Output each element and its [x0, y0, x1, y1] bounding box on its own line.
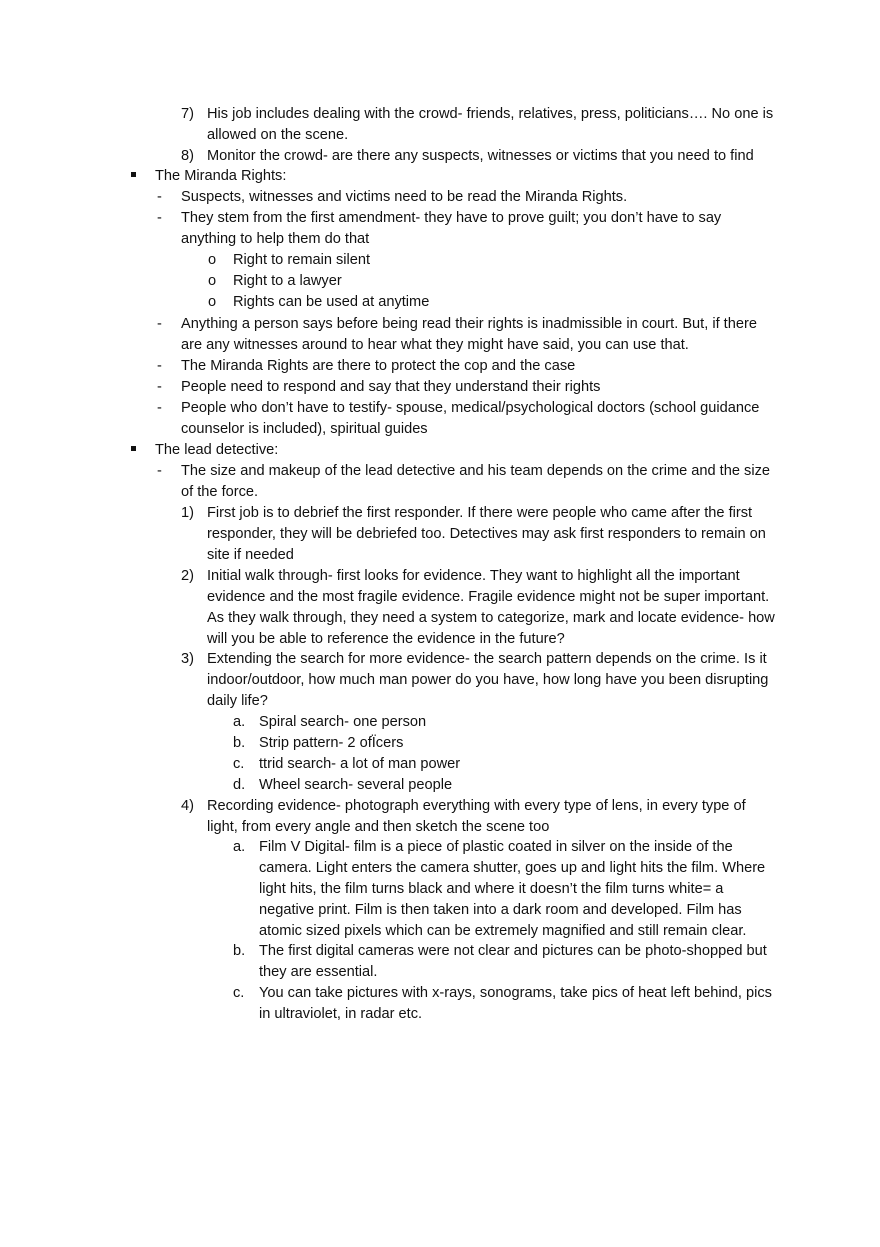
list-item-line: daily life?	[207, 693, 268, 709]
section-heading: The Miranda Rights:	[155, 168, 287, 184]
letter-marker: d.	[233, 777, 246, 793]
dash-marker: -	[157, 379, 162, 395]
list-item-line: First job is to debrief the first responder. If there were people who came after the first	[207, 505, 753, 521]
list-item-line: atomic sized pixels which can be extremely magnified and still remain clear.	[259, 923, 747, 939]
letter-marker: a.	[233, 839, 246, 855]
list-item-line: They stem from the first amendment- they have to prove guilt; you don’t have to say	[181, 210, 722, 226]
list-item-line: Suspects, witnesses and victims need to be read the Miranda Rights.	[181, 189, 628, 205]
dash-marker: -	[157, 400, 162, 416]
letter-marker: b.	[233, 735, 246, 751]
list-item-line: site if needed	[207, 547, 294, 563]
list-item-line: negative print. Film is then taken into a dark room and developed. Film has	[259, 902, 742, 918]
list-item-line: Extending the search for more evidence- the search pattern depends on the crime. Is it	[207, 651, 767, 667]
list-marker: 3)	[181, 651, 194, 667]
dash-marker: -	[157, 210, 162, 226]
list-item-line: light, from every angle and then sketch the scene too	[207, 819, 550, 835]
list-item-line: The size and makeup of the lead detective and his team depends on the crime and the size	[181, 463, 770, 479]
list-marker: 2)	[181, 568, 194, 584]
list-item-line: responder, they will be debriefed too. Detectives may ask first responders to remain on	[207, 526, 766, 542]
list-item-line: light hits, the film turns black and where it doesn’t the film turns white= a	[259, 881, 724, 897]
list-item-line: counselor is included), spiritual guides	[181, 421, 428, 437]
list-item-line: of the force.	[181, 484, 259, 500]
circle-bullet-marker: o	[208, 273, 217, 289]
list-item-line: are any witnesses around to hear what they might have said, you can use that.	[181, 337, 689, 353]
list-item-line: they are essential.	[259, 964, 378, 980]
dash-marker: -	[157, 189, 162, 205]
list-marker: 8)	[181, 148, 194, 164]
list-item-line: in ultraviolet, in radar etc.	[259, 1006, 423, 1022]
list-item-line: The first digital cameras were not clear and pictures can be photo-shopped but	[259, 943, 767, 959]
list-marker: 7)	[181, 106, 194, 122]
sub-list-item: Strip pattern- 2 ofÏcers	[259, 735, 404, 751]
list-item-line: The Miranda Rights are there to protect the cop and the case	[181, 358, 576, 374]
list-item-line: Monitor the crowd- are there any suspects, witnesses or victims that you need to find	[207, 148, 754, 164]
circle-bullet-marker: o	[208, 294, 217, 310]
list-item-line: Anything a person says before being read their rights is inadmissible in court. But, if there	[181, 316, 757, 332]
sub-list-item: Rights can be used at anytime	[233, 294, 430, 310]
dash-marker: -	[157, 316, 162, 332]
list-item-line: His job includes dealing with the crowd- friends, relatives, press, politicians…. No one is	[207, 106, 774, 122]
letter-marker: a.	[233, 714, 246, 730]
list-item-line: People need to respond and say that they understand their rights	[181, 379, 601, 395]
letter-marker: c.	[233, 756, 245, 772]
list-item-line: evidence and the most fragile evidence. Fragile evidence might not be super important.	[207, 589, 770, 605]
list-marker: 1)	[181, 505, 194, 521]
dash-marker: -	[157, 463, 162, 479]
list-item-line: People who don’t have to testify- spouse, medical/psychological doctors (school guidance	[181, 400, 760, 416]
letter-marker: c.	[233, 985, 245, 1001]
circle-bullet-marker: o	[208, 252, 217, 268]
sub-list-item: Spiral search- one person	[259, 714, 427, 730]
list-item-line: anything to help them do that	[181, 231, 370, 247]
list-item-line: will you be able to reference the evidence in the future?	[207, 631, 565, 647]
list-item-line: Recording evidence- photograph everything with every type of lens, in every type of	[207, 798, 746, 814]
list-item-line: You can take pictures with x-rays, sonograms, take pics of heat left behind, pics	[259, 985, 772, 1001]
list-item-line: Film V Digital- film is a piece of plastic coated in silver on the inside of the	[259, 839, 733, 855]
list-item-line: camera. Light enters the camera shutter, goes up and light hits the film. Where	[259, 860, 766, 876]
sub-list-item: Right to remain silent	[233, 252, 371, 268]
sub-list-item: ttrid search- a lot of man power	[259, 756, 461, 772]
square-bullet-icon	[131, 172, 136, 177]
list-item-line: Initial walk through- first looks for evidence. They want to highlight all the important	[207, 568, 740, 584]
dash-marker: -	[157, 358, 162, 374]
section-heading: The lead detective:	[155, 442, 279, 458]
letter-marker: b.	[233, 943, 246, 959]
list-item-line: As they walk through, they need a system to categorize, mark and locate evidence- how	[207, 610, 775, 626]
sub-list-item: Wheel search- several people	[259, 777, 453, 793]
sub-list-item: Right to a lawyer	[233, 273, 342, 289]
list-item-line: allowed on the scene.	[207, 127, 349, 143]
list-marker: 4)	[181, 798, 194, 814]
square-bullet-icon	[131, 446, 136, 451]
list-item-line: indoor/outdoor, how much man power do you have, how long have you been disrupting	[207, 672, 769, 688]
